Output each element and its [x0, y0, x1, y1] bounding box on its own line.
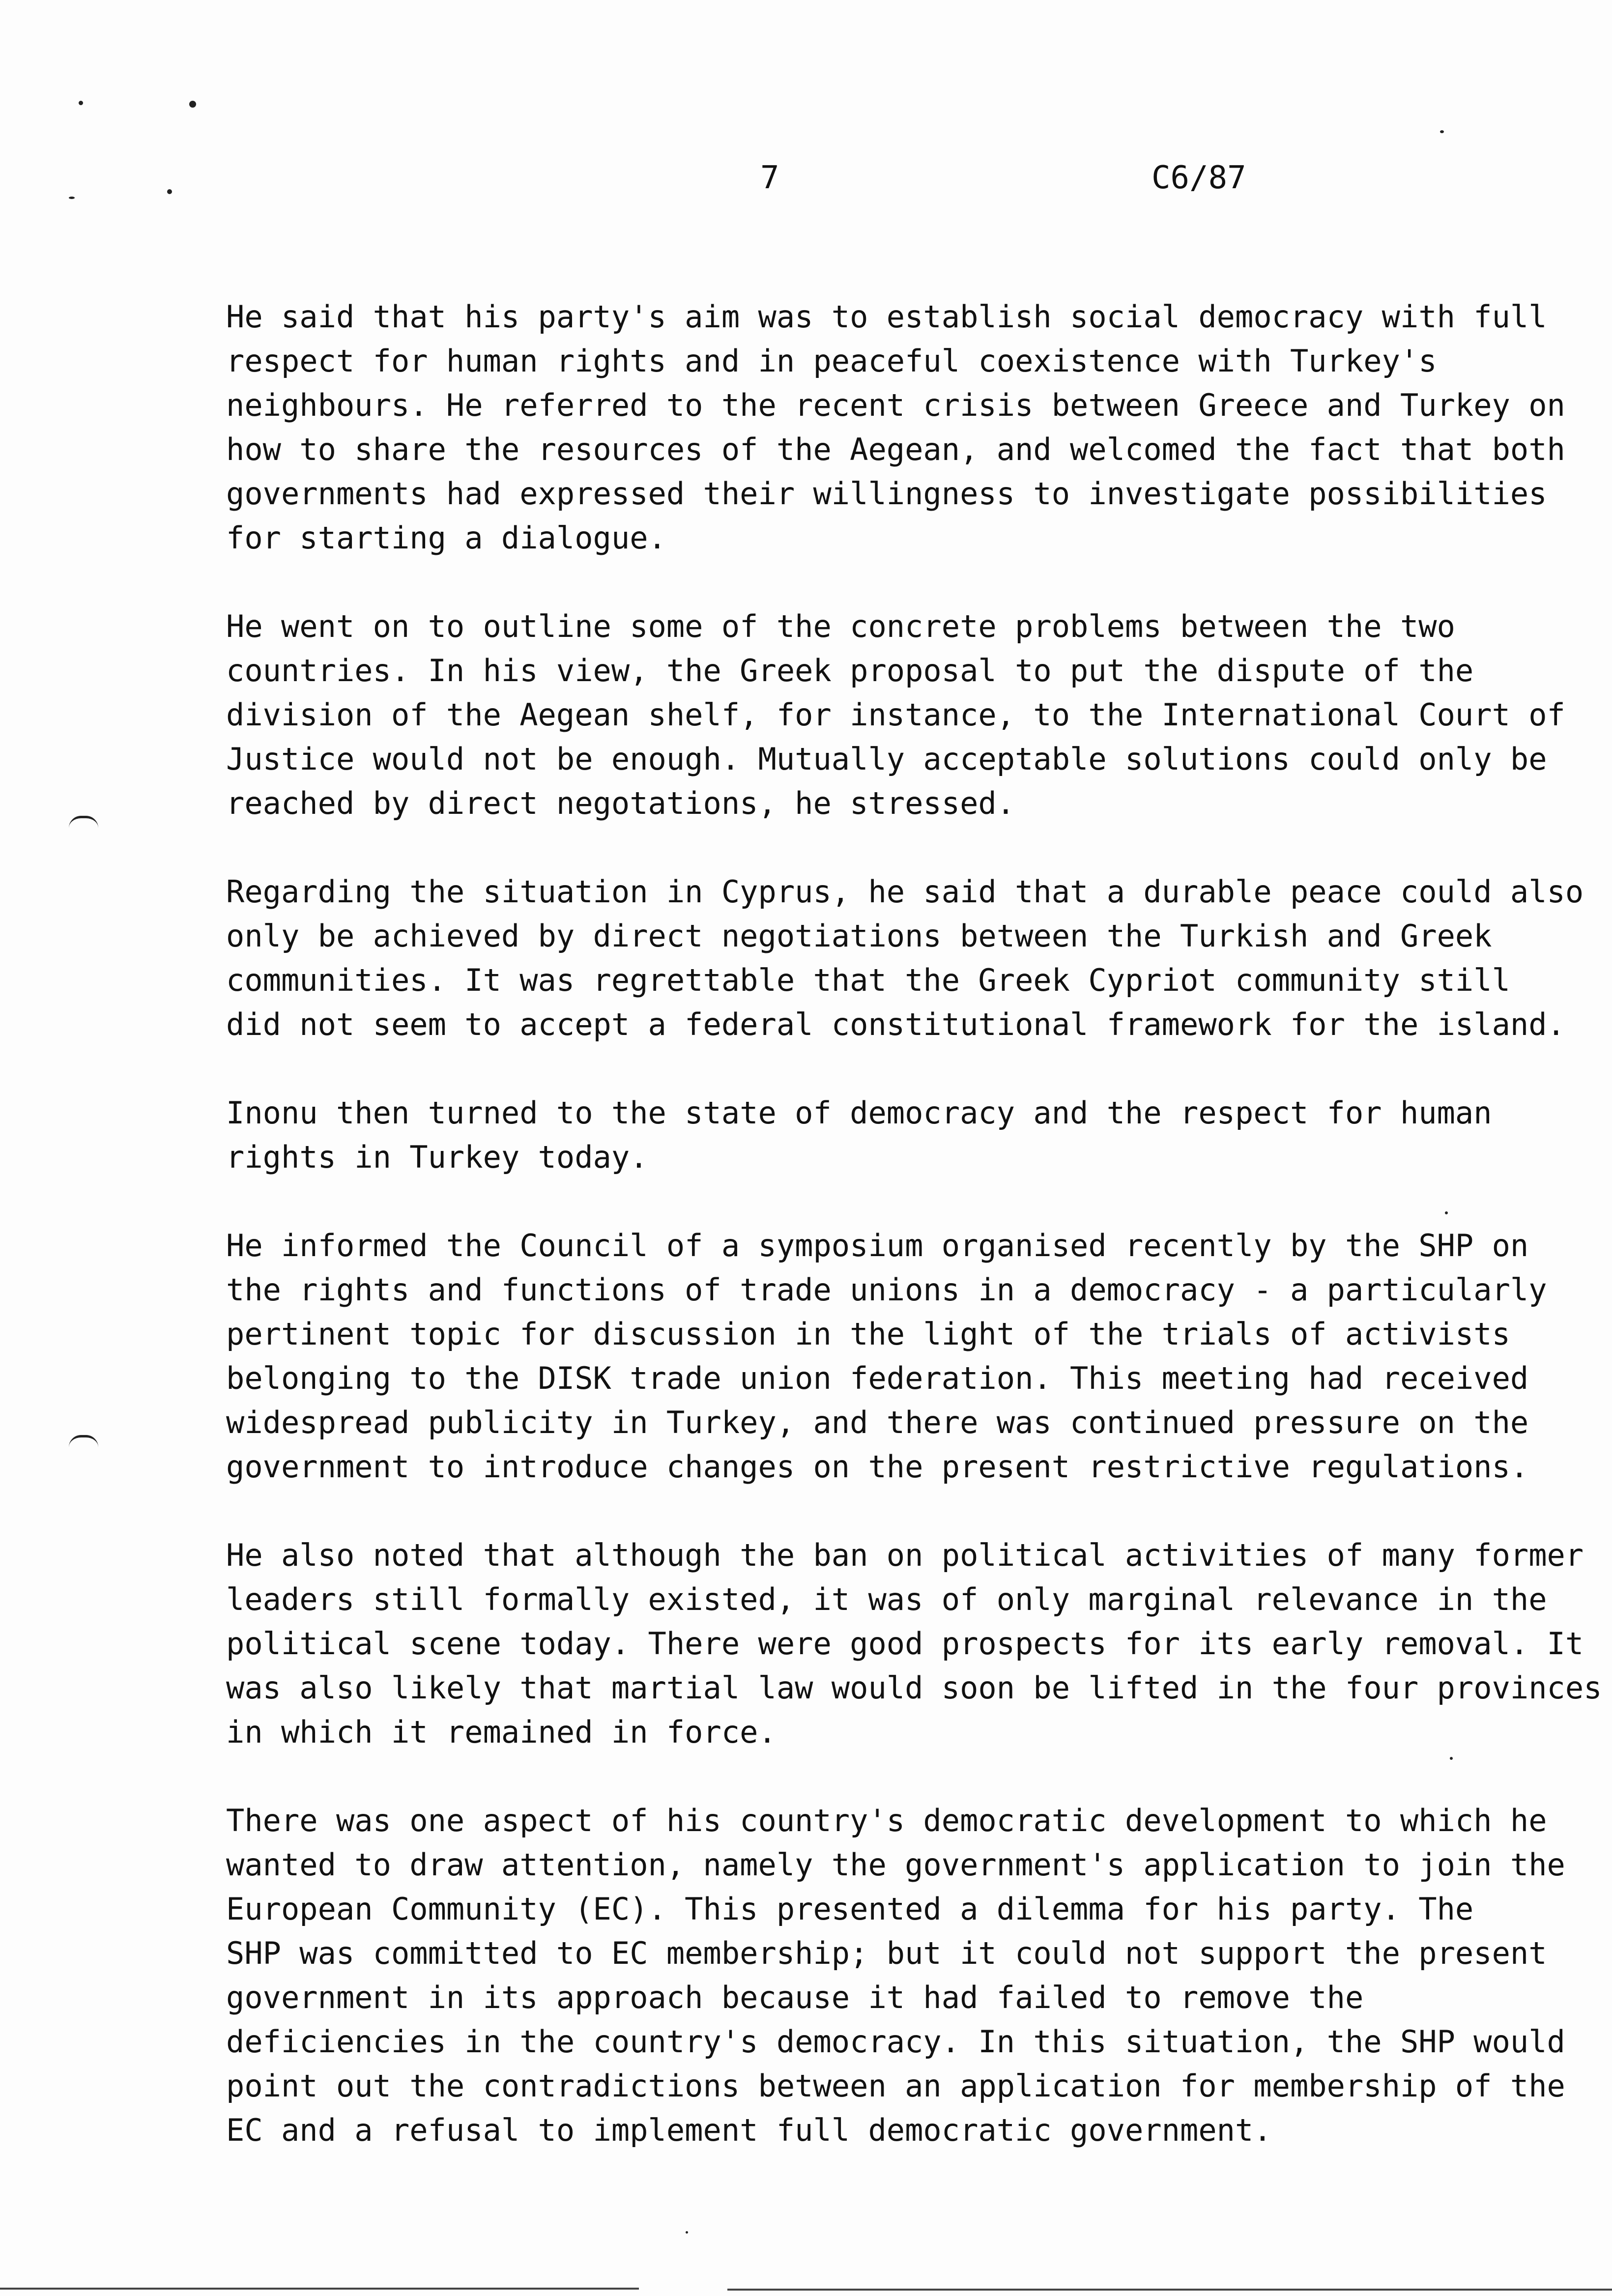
paragraph: Regarding the situation in Cyprus, he said that a durable peace could also only be achieved by direct negotiations between the Turkish and Greek communities. It was regrettable that the Greek Cypriot community still did not seem to accept a federal constitutional framework for the island. — [226, 874, 1584, 1042]
document-reference: C6/87 — [1151, 160, 1246, 196]
paragraph: He went on to outline some of the concrete problems between the two countries. In his view, the Greek proposal to put the dispute of the division of the Aegean shelf, for instance, to the International Court of Justice would not be enough. Mutually acceptable solutions could only be reached by direct negotations, he stressed. — [226, 608, 1565, 821]
bottom-edge-line — [727, 2289, 1612, 2291]
scan-speck — [69, 197, 75, 199]
scan-speck — [686, 2231, 688, 2234]
paragraph: He said that his party's aim was to establish social democracy with full respect for human rights and in peaceful coexistence with Turkey's neighbours. He referred to the recent crisis between Greece and Turkey on how to share the resources of the Aegean, and welcomed the fact that both governments had expressed their willingness to investigate possibilities for starting a dialogue. — [226, 299, 1565, 556]
page-number: 7 — [760, 160, 779, 196]
binding-mark — [69, 1435, 98, 1447]
scan-speck — [1450, 1757, 1453, 1760]
paragraph: He informed the Council of a symposium organised recently by the SHP on the rights and functions of trade unions in a democracy - a particularly pertinent topic for discussion in the light of the trials of activists belonging to the DISK trade union federation. This meeting had received widespread publicity in Turkey, and there was continued pressure on the government to introduce changes on the present restrictive regulations. — [226, 1228, 1547, 1485]
scan-speck — [1445, 1211, 1448, 1214]
paragraph: There was one aspect of his country's democratic development to which he wanted to draw attention, namely the government's application to join the European Community (EC). This presented a dilemma for his party. The SHP was committed to EC membership; but it could not support the present government in its approach because it had failed to remove the deficiencies in the country's democracy. In this situation, the SHP would point out the contradictions between an application for membership of the EC and a refusal to implement full democratic government. — [226, 1803, 1565, 2148]
body-text — [226, 295, 1602, 2197]
paragraph: Inonu then turned to the state of democracy and the respect for human rights in Turkey today. — [226, 1095, 1492, 1175]
scan-speck — [79, 101, 83, 105]
scan-speck — [1440, 130, 1444, 133]
binding-mark — [69, 816, 98, 828]
bottom-edge-line — [0, 2288, 639, 2290]
scan-speck — [167, 189, 172, 194]
paragraph: He also noted that although the ban on political activities of many former leaders still formally existed, it was of only marginal relevance in the political scene today. There were good prospects for its early removal. It was also likely that martial law would soon be lifted in the four provinces in which it remained in force. — [226, 1537, 1602, 1750]
scan-speck — [189, 101, 196, 108]
